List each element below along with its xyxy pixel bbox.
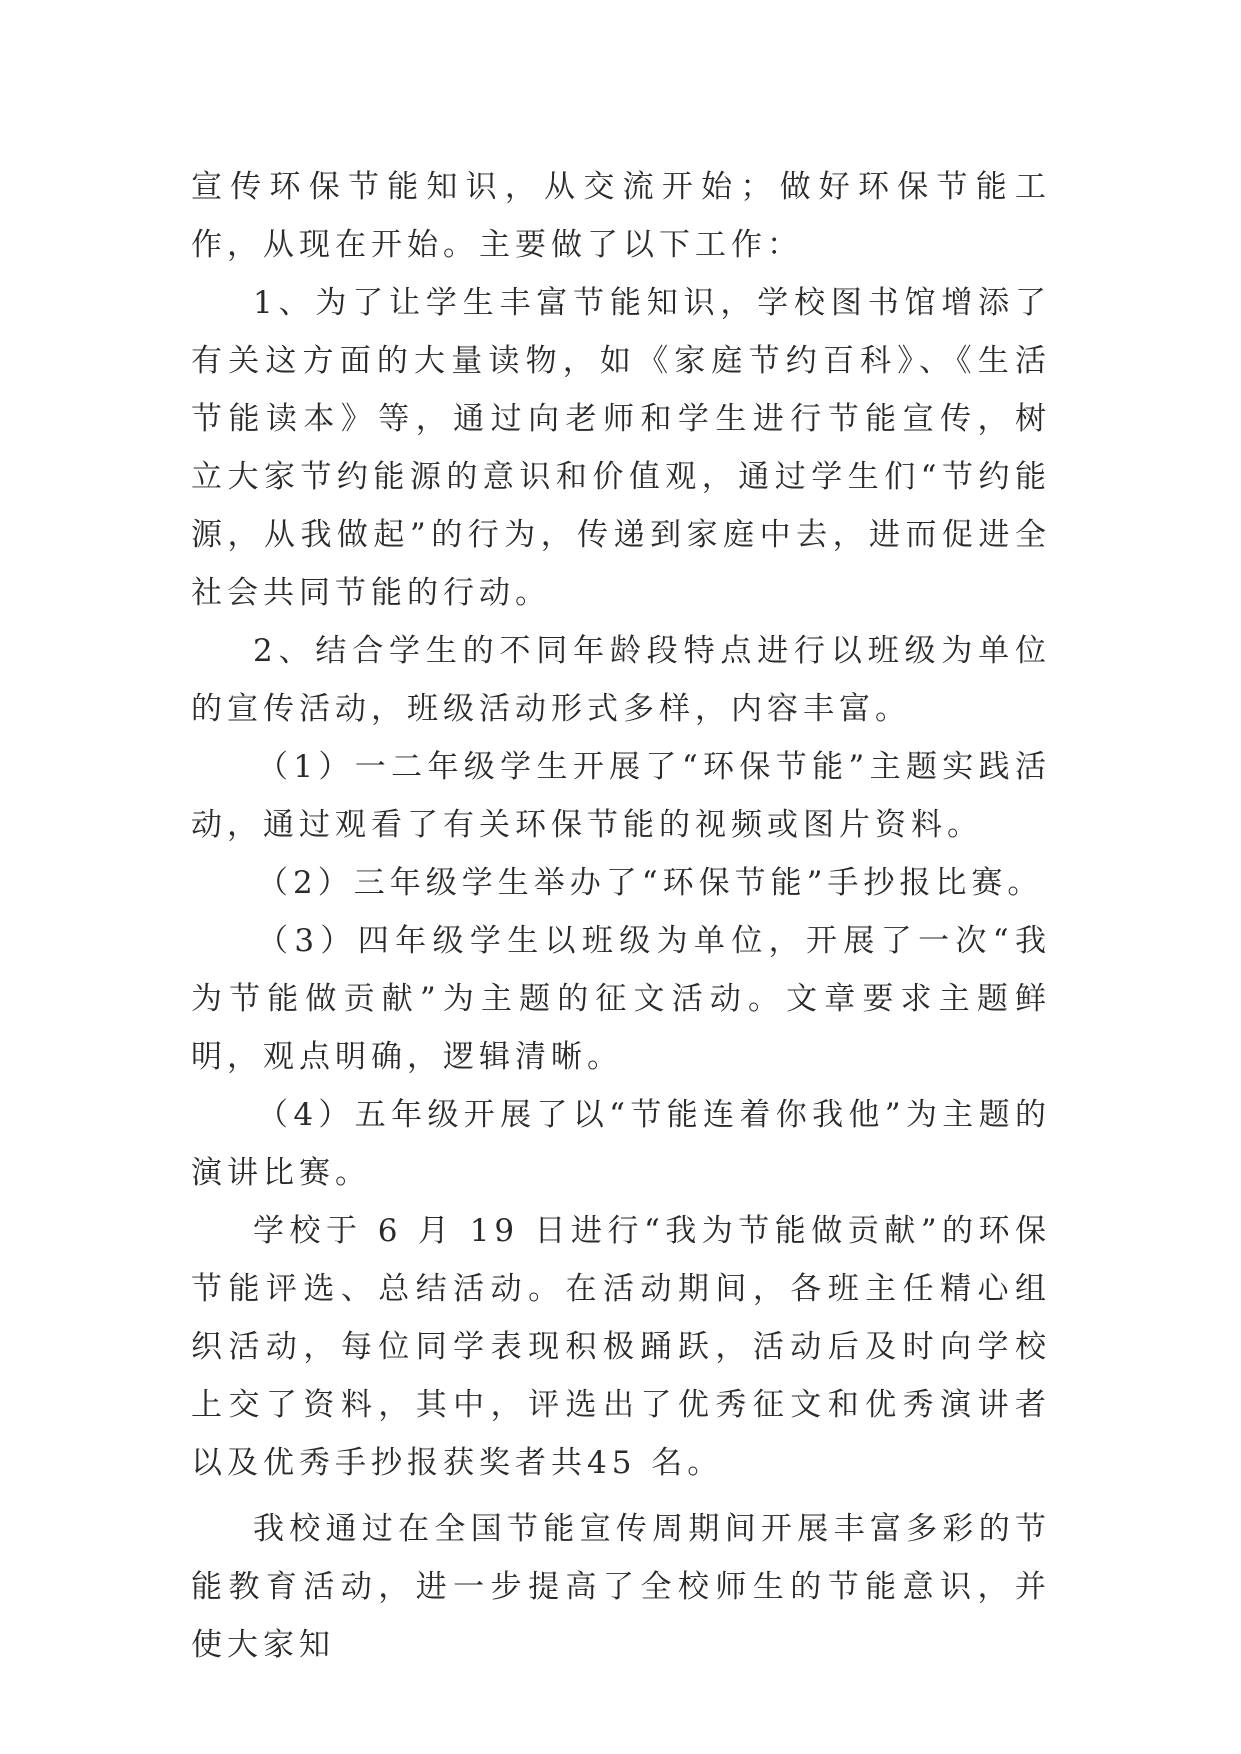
paragraph-evaluation: 学校于 6 月 19 日进行“我为节能做贡献”的环保节能评选、总结活动。在活动期间，各班主任精心组织活动，每位同学表现积极踊跃，活动后及时向学校上交了资料，其中，评选出了优秀征文和优秀演讲者以及优秀手抄报获奖者共45 名。 xyxy=(191,1213,1051,1481)
paragraph-intro: 宣传环保节能知识，从交流开始；做好环保节能工作，从现在开始。主要做了以下工作： xyxy=(191,169,1051,263)
document-body xyxy=(191,158,1051,1674)
paragraph-sub-item-2: （2）三年级学生举办了“环保节能”手抄报比赛。 xyxy=(257,865,1044,901)
paragraph-item-1: 1、为了让学生丰富节能知识，学校图书馆增添了有关这方面的大量读物，如《家庭节约百科》、《生活节能读本》等，通过向老师和学生进行节能宣传，树立大家节约能源的意识和价值观，通过学生们“节约能源，从我做起”的行为，传递到家庭中去，进而促进全社会共同节能的行动。 xyxy=(191,285,1051,611)
paragraph-sub-item-4: （4）五年级开展了以“节能连着你我他”为主题的演讲比赛。 xyxy=(191,1097,1051,1191)
paragraph-sub-item-1: （1）一二年级学生开展了“环保节能”主题实践活动，通过观看了有关环保节能的视频或图片资料。 xyxy=(191,749,1051,843)
paragraph-item-2: 2、结合学生的不同年龄段特点进行以班级为单位的宣传活动，班级活动形式多样，内容丰富。 xyxy=(191,633,1051,727)
paragraph-summary: 我校通过在全国节能宣传周期间开展丰富多彩的节能教育活动，进一步提高了全校师生的节能意识，并使大家知 xyxy=(191,1511,1051,1663)
paragraph-sub-item-3: （3）四年级学生以班级为单位，开展了一次“我为节能做贡献”为主题的征文活动。文章要求主题鲜明，观点明确，逻辑清晰。 xyxy=(191,923,1051,1075)
